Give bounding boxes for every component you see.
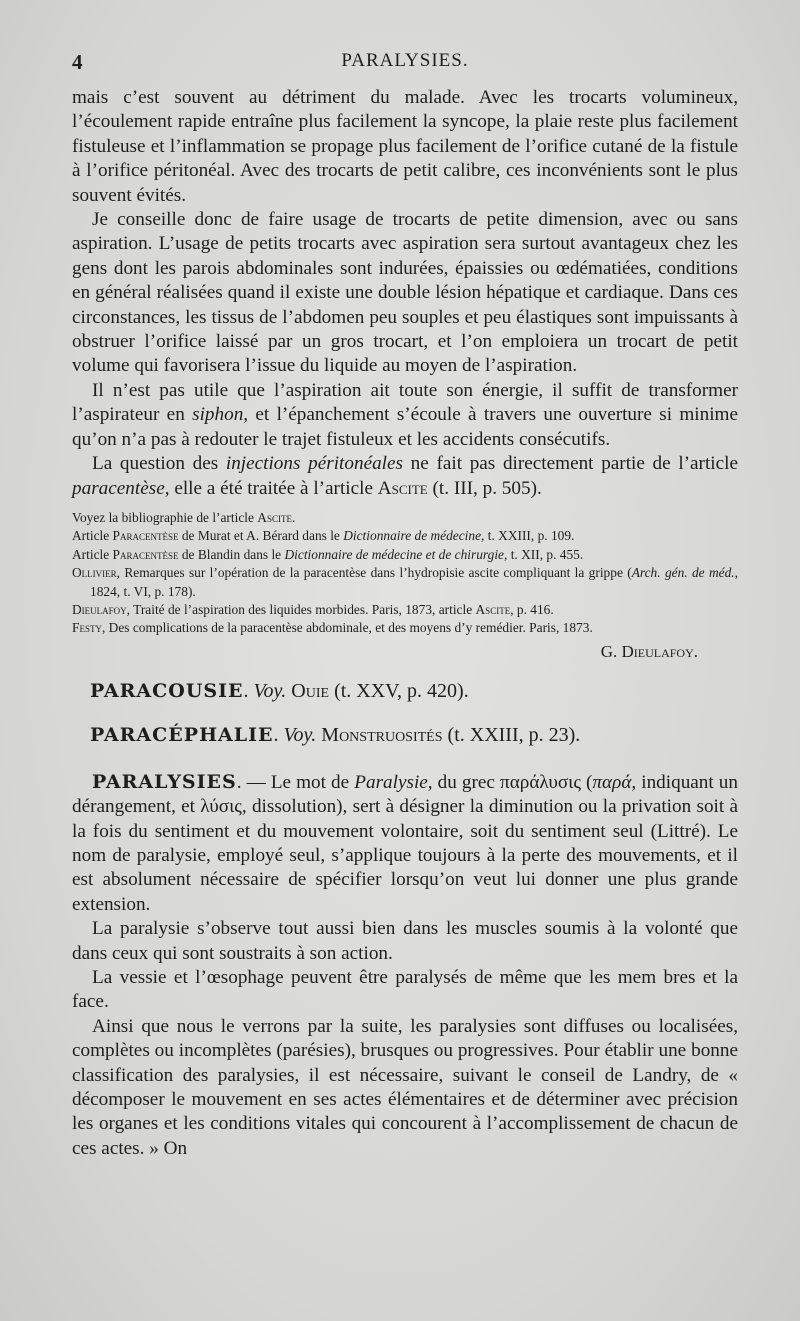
text-run: indiquant un dérangement, et — [72, 771, 738, 818]
italic-title: Dictionnaire de médecine — [343, 528, 482, 544]
author-name: Festy — [72, 620, 102, 636]
entry-ref: (t. XXIII, p. 23). — [447, 723, 581, 746]
cross-reference: Ascite — [475, 601, 511, 617]
text-run: . — Le mot de — [236, 771, 355, 793]
italic-term: paracentèse, — [72, 477, 170, 499]
voy-abbrev: Voy. — [283, 723, 317, 746]
paragraph-classification: Ainsi que nous le verrons par la suite, les paralysies sont diffuses ou localisées, complètes ou incomplètes (parésies), brusques ou progressives. Pour établir une bonne classification des paralysies, il est nécessaire, suivant le conseil de Landry, de « décomposer le mouvement en ses actes élémentaires et de déterminer avec précision les organes et les conditions vitales qui concourent à l’accomplissement de chacun de ces actes. » On — [72, 1015, 738, 1159]
cross-reference: Paracentèse — [112, 528, 179, 544]
entry-headword: PARALYSIES — [92, 770, 237, 793]
bibliography-entry — [72, 546, 738, 564]
cross-reference: Monstruosités — [321, 723, 443, 746]
cross-reference: Ascite — [377, 477, 428, 499]
author-signature: G. Dieulafoy. — [600, 641, 698, 661]
entry-ref: (t. XXV, p. 420). — [334, 679, 469, 702]
greek-word: παράλυσις — [500, 771, 581, 793]
text-run: (t. III, p. 505). — [427, 477, 542, 499]
voy-abbrev: Voy. — [253, 679, 287, 702]
author-name: Ollivier — [72, 565, 117, 581]
text-run: ne fait pas directement partie de l’article — [403, 453, 738, 475]
entry-paracousie: PARACOUSIE. Voy. Ouie (t. XXV, p. 420). — [90, 679, 469, 702]
italic-term: injections péritonéales — [225, 453, 403, 475]
entry-paralysies — [72, 770, 738, 917]
cross-reference: Ascite — [257, 509, 292, 525]
paragraph-aspiration — [72, 379, 738, 452]
text-run: Article — [72, 546, 113, 562]
cross-reference: Ouie — [291, 679, 330, 702]
text-run: . — [291, 509, 296, 525]
text-run: et l’épanchement s’écoule à travers une ouverture si minime qu’on n’a pas à redouter le trajet fistuleux et les accidents consécutifs. — [72, 404, 738, 450]
greek-word: παρά, — [592, 771, 637, 793]
bibliography-entry — [72, 601, 738, 619]
text-run: Il n’est pas utile que l’aspiration ait toute son énergie, il suffit de transformer l’aspirateur en — [72, 379, 738, 426]
italic-term: Paralysie, — [354, 771, 433, 793]
paragraph-muscles: La paralysie s’observe tout aussi bien dans les muscles soumis à la volonté que dans ceux qui sont soustraits à son action. — [72, 918, 738, 964]
italic-title: Arch. gén. de méd. — [631, 565, 735, 581]
paragraph-vessie: La vessie et l’œsophage peuvent être paralysés de même que les mem bres et la face. — [72, 967, 738, 1013]
cross-reference: Paracentèse — [112, 546, 179, 562]
running-title: PARALYSIES. — [341, 50, 469, 71]
text-run: , Des complications de la paracentèse abdominale, et des moyens d’y remédier. Paris, 1873. — [101, 620, 593, 636]
entry-paracephalie: PARACÉPHALIE. Voy. Monstruosités (t. XXIII, p. 23). — [90, 723, 581, 746]
text-run: elle a été traitée à l’article — [169, 477, 378, 499]
text-run: ( — [580, 771, 593, 793]
bibliography-entry — [72, 619, 738, 637]
entry-headword: PARACOUSIE — [90, 679, 244, 702]
page-body — [72, 86, 738, 1161]
text-run: de Murat et A. Bérard dans le — [178, 528, 344, 544]
text-run: , t. XII, p. 455. — [504, 546, 584, 562]
text-run: du grec — [432, 771, 501, 793]
paragraph-injections — [72, 452, 738, 501]
paragraph-conseil: Je conseille donc de faire usage de trocarts de petite dimension, avec ou sans aspiration. L’usage de petits trocarts avec aspiration sera surtout avantageux chez les gens dont les parois abdominales sont indurées, épaissies ou œdématiées, conditions en général réalisées quand il existe une double lésion hépatique et cardiaque. Dans ces circonstances, les tissus de l’abdomen peu souples et peu élastiques sont impuissants à obstruer l’orifice laissé par un gros trocart, et l’on emploiera un trocart de petit volume qui favorisera l’issue du liquide au moyen de l’aspiration. — [72, 209, 738, 377]
author-name: Dieulafoy — [72, 601, 127, 617]
text-run: La question des — [92, 453, 226, 475]
text-run: , dissolution), sert à désigner la diminution ou la privation soit à la fois du sentiment et du mouvement volontaire, soit du sentiment seul (Littré). Le nom de paralysie, employé seul, s’applique toujours à la perte des mouvements, et il est absolument nécessaire de spécifier lorsqu’on veut lui donner une plus grande extension. — [72, 796, 738, 915]
paragraph-trocarts: mais c’est souvent au détriment du malade. Avec les trocarts volumineux, l’écoulement rapide entraîne plus facilement la syncope, la plaie reste plus facilement fistuleuse et l’inflammation se propage plus facilement de l’orifice cutané de la fistule à l’orifice péritonéal. Avec des trocarts de petit calibre, ces inconvénients sont le plus souvent évités. — [72, 87, 738, 206]
text-run: de Blandin dans le — [178, 546, 285, 562]
greek-word: λύσις — [200, 796, 242, 818]
bibliography-entry — [72, 509, 738, 527]
text-run: , p. 416. — [510, 601, 554, 617]
italic-term: siphon, — [192, 404, 249, 426]
bibliography-entry — [72, 527, 738, 545]
bibliography-entry — [72, 564, 738, 601]
text-run: , t. XXIII, p. 109. — [481, 528, 575, 544]
bibliography — [72, 509, 738, 664]
page-header — [72, 50, 738, 80]
text-run: , Traité de l’aspiration des liquides morbides. Paris, 1873, article — [126, 601, 476, 617]
text-run: Voyez la bibliographie de l’article — [72, 509, 258, 525]
text-run: Article — [72, 528, 113, 544]
text-run: , Remarques sur l’opération de la paracentèse dans l’hydropisie ascite compliquant la grippe ( — [116, 565, 632, 581]
entry-headword: PARACÉPHALIE — [90, 723, 274, 746]
text-run: , 1824, t. VI, p. 178). — [90, 565, 738, 599]
page-number: 4 — [72, 50, 83, 74]
italic-title: Dictionnaire de médecine et de chirurgie — [284, 546, 504, 562]
